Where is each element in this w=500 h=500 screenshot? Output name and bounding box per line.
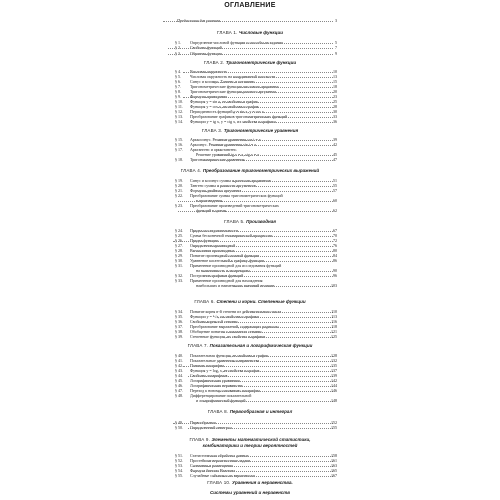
dot-leader	[178, 201, 333, 202]
section-number: § 21.	[175, 188, 183, 193]
section-number: § 22.	[175, 193, 183, 198]
page-number: 57	[333, 188, 337, 193]
entry-title: Предел последовательности	[190, 228, 238, 233]
dot-leader	[203, 160, 333, 161]
section-number: § 10.	[175, 99, 183, 104]
entry-title: Определение производной	[190, 243, 236, 248]
dot-leader	[233, 181, 333, 182]
page-number: 110	[331, 309, 337, 314]
section-number: § 48.	[175, 393, 183, 398]
chapter-title: Уравнения и неравенства.	[232, 480, 293, 485]
section-number: § 32.	[175, 273, 183, 278]
page-number: 62	[333, 208, 337, 213]
chapter-heading	[0, 168, 500, 174]
dot-leader	[233, 286, 333, 287]
section-number: § 46.	[175, 383, 183, 388]
dot-leader	[198, 381, 333, 382]
chapter-heading	[0, 219, 500, 225]
section-number: § 26.	[175, 238, 183, 243]
entry-title: Понятие логарифма	[190, 363, 224, 368]
section-number: § 55.	[175, 473, 183, 478]
entry-title: Решение уравнений tg x = a, ctg x = a	[196, 152, 259, 157]
section-number: § 34.	[175, 309, 183, 314]
toc-entry[interactable]	[0, 157, 500, 163]
dot-leader	[208, 456, 333, 457]
dot-leader	[183, 97, 333, 98]
entry-title: Применение производной для исследования функций	[190, 263, 282, 268]
entry-title: Преобразование произведений тригонометрических	[190, 203, 279, 208]
section-number: § 37.	[175, 324, 183, 329]
chapter-label: ГЛАВА 5.	[224, 219, 247, 224]
entry-title: Степенные функции, их свойства и графики	[190, 334, 266, 339]
entry-title: Уравнение касательной к графику функции	[190, 258, 264, 263]
page-number: 118	[331, 324, 337, 329]
toc-entry[interactable]	[0, 425, 500, 431]
entry-title: Логарифмические уравнения	[190, 378, 240, 383]
section-number: § 52.	[175, 458, 183, 463]
page-number: 36	[333, 119, 337, 124]
chapter-title: Числовые функции	[239, 30, 284, 35]
entry-title: Тригонометрические функции углового аргумента	[190, 89, 277, 94]
section-number: § 8.	[175, 89, 181, 94]
page-number: 161	[331, 458, 337, 463]
page-number: 142	[331, 378, 337, 383]
dot-leader	[193, 231, 333, 232]
entry-title: Формулы двойного аргумента	[190, 188, 242, 193]
entry-title: наибольших и наименьших значений величин	[196, 283, 275, 288]
entry-title: Определенный интеграл	[190, 425, 232, 430]
entry-title: Функция y = sin x, ее свойства и график	[190, 99, 258, 104]
entry-title: Свойства функций	[190, 45, 222, 50]
toc-entry[interactable]	[0, 119, 500, 125]
section-number: § 31.	[175, 263, 183, 268]
entry-title: Синус и косинус. Тангенс и котангенс	[190, 79, 255, 84]
page-number: 13	[333, 74, 337, 79]
chapter-heading	[0, 128, 500, 134]
entry-title: Преобразование графиков тригонометрических функций	[190, 114, 288, 119]
chapter-label: ГЛАВА 7.	[187, 343, 210, 348]
chapter-label: ГЛАВА 10.	[207, 480, 233, 485]
entry-title: Построение графиков функций	[190, 273, 244, 278]
dot-leader	[173, 423, 333, 424]
section-number: § 11.	[175, 104, 183, 109]
section-number: § 51.	[175, 453, 183, 458]
dot-leader	[238, 327, 333, 328]
section-number: § 25.	[175, 233, 183, 238]
section-number: § 2.	[175, 45, 181, 50]
entry-title: Функция y = logₐ x, ее свойства и график	[190, 368, 260, 373]
section-number: § 40.	[175, 353, 183, 358]
dot-leader	[213, 476, 333, 477]
dot-leader	[218, 155, 333, 156]
page-number: 116	[331, 319, 337, 324]
page-number: 39	[333, 137, 337, 142]
chapter-label: ГЛАВА 4.	[180, 168, 203, 173]
section-number: § 1.	[175, 40, 181, 45]
section-number: § 53.	[175, 463, 183, 468]
dot-leader	[193, 471, 333, 472]
dot-leader	[193, 466, 333, 467]
page-title: ОГЛАВЛЕНИЕ	[224, 2, 276, 9]
chapter-title: Элементы математической статистики,	[211, 437, 311, 442]
section-number: § 12.	[175, 109, 183, 114]
page-number: 148	[331, 398, 337, 403]
page-number: 67	[333, 228, 337, 233]
dot-leader	[218, 102, 333, 103]
entry-title: Показательная функция, ее свойства и график	[190, 353, 269, 358]
section-number: § 36.	[175, 319, 183, 324]
page-number: 135	[331, 363, 337, 368]
dot-leader	[233, 112, 333, 113]
chapter-title: Тригонометрические функции	[225, 60, 297, 65]
section-number: § 16.	[175, 142, 183, 147]
entry-title: Тригонометрические функции числового аргумента	[190, 84, 279, 89]
page-number: 60	[333, 198, 337, 203]
section-number: § 3.	[175, 51, 181, 56]
entry-title: Числовая окружность	[190, 69, 228, 74]
dot-leader	[208, 461, 333, 462]
section-number: § 38.	[175, 329, 183, 334]
entry-title: Логарифмические неравенства	[190, 383, 243, 388]
entry-title: Формула бинома Ньютона	[190, 468, 236, 473]
page-number: 167	[331, 473, 337, 478]
entry-title: Предисловие для учителя	[177, 18, 221, 23]
entry-title: Сумма бесконечной геометрической прогрессии	[190, 233, 273, 238]
toc-entry[interactable]	[0, 398, 500, 404]
dot-leader	[248, 117, 333, 118]
section-number: § 20.	[175, 183, 183, 188]
page-number: 144	[331, 383, 337, 388]
section-number: § 23.	[175, 203, 183, 208]
section-number: § 17.	[175, 147, 183, 152]
chapter-heading	[0, 480, 500, 486]
dot-leader	[178, 211, 333, 212]
dot-leader	[218, 361, 333, 362]
page-number: 96	[333, 273, 337, 278]
page-number: 5	[335, 40, 337, 45]
dot-leader	[238, 43, 333, 44]
chapter-title: Системы уравнений и неравенств	[209, 490, 291, 495]
dot-leader	[243, 312, 333, 313]
dot-leader	[168, 48, 333, 49]
page-number: 70	[333, 233, 337, 238]
section-number: § 18.	[175, 157, 183, 162]
chapter-label: ГЛАВА 2.	[203, 60, 226, 65]
page-number: 146	[331, 388, 337, 393]
page-number: 86	[333, 258, 337, 263]
page-number: 121	[331, 329, 337, 334]
page-number: 128	[331, 353, 337, 358]
dot-leader	[198, 322, 333, 323]
section-number: § 7.	[175, 84, 181, 89]
dot-leader	[243, 122, 333, 123]
page-number: 76	[333, 243, 337, 248]
section-number: § 45.	[175, 378, 183, 383]
page-number: 30	[333, 109, 337, 114]
section-number: § 9.	[175, 94, 181, 99]
page-number: 113	[331, 314, 337, 319]
page-number: 9	[335, 51, 337, 56]
dot-leader	[213, 145, 333, 146]
section-number: § 54.	[175, 468, 183, 473]
chapter-title: Показательная и логарифмическая функции	[209, 343, 313, 348]
dot-leader	[188, 376, 333, 377]
entry-title: и логарифмической функций	[196, 398, 246, 403]
dot-leader	[218, 140, 333, 141]
page-number: 42	[333, 142, 337, 147]
entry-title: Функции y = tg x, y = ctg x, их свойства и графики	[190, 119, 276, 124]
page-number: 51	[333, 178, 337, 183]
dot-leader	[223, 332, 333, 333]
page-number: 25	[333, 99, 337, 104]
entry-title: Преобразование выражений, содержащих радикалы	[190, 324, 279, 329]
chapter-heading	[0, 409, 500, 415]
page-number: 103	[331, 283, 337, 288]
entry-title: в произведения	[196, 198, 223, 203]
dot-leader	[218, 317, 333, 318]
dot-leader	[183, 366, 333, 367]
entry-title: Первообразная	[190, 420, 216, 425]
dot-leader	[233, 77, 333, 78]
section-number: § 33.	[175, 278, 183, 283]
page-number: 155	[331, 425, 337, 430]
chapter-label: ГЛАВА 3.	[201, 128, 224, 133]
entry-title: Тангенс суммы и разности аргументов	[190, 183, 256, 188]
section-number: § 41.	[175, 358, 183, 363]
preface-entry[interactable]	[0, 18, 500, 24]
dot-leader	[223, 261, 333, 262]
chapter-title: Степени и корни. Степенные функции	[216, 299, 306, 304]
dot-leader	[198, 191, 333, 192]
entry-title: Понятие корня n-й степени из действительного числа	[190, 309, 282, 314]
entry-title: Формулы приведения	[190, 94, 227, 99]
entry-title: Сочетания и размещения	[190, 463, 233, 468]
entry-title: Переход к новому основанию логарифма	[190, 388, 260, 393]
dot-leader	[168, 54, 333, 55]
page-number: 45	[333, 152, 337, 157]
entry-title: Показательные уравнения и неравенства	[190, 358, 260, 363]
page-number: 137	[331, 368, 337, 373]
entry-title: Свойства логарифмов	[190, 373, 228, 378]
dot-leader	[203, 401, 333, 402]
dot-leader	[163, 21, 333, 22]
entry-title: Случайные события и их вероятности	[190, 473, 255, 478]
chapter-heading	[0, 30, 500, 36]
page-number: 20	[333, 89, 337, 94]
section-number: § 15.	[175, 137, 183, 142]
section-number: § 28.	[175, 248, 183, 253]
entry-title: Применение производной для нахождения	[190, 278, 263, 283]
page-number: 3	[335, 18, 337, 23]
section-number: § 30.	[175, 258, 183, 263]
entry-title: Тригонометрические уравнения	[190, 157, 245, 162]
page-number: 132	[331, 358, 337, 363]
entry-title: Простейшие вероятностные задачи	[190, 458, 251, 463]
entry-title: Понятие производной сложной функции	[190, 253, 260, 258]
entry-title: Синус и косинус суммы и разности аргументов	[190, 178, 271, 183]
section-number: § 19.	[175, 178, 183, 183]
section-number: § 29.	[175, 253, 183, 258]
dot-leader	[238, 87, 333, 88]
dot-leader	[218, 391, 333, 392]
entry-title: Обобщение понятия о показателе степени	[190, 329, 262, 334]
page-number: 163	[331, 463, 337, 468]
chapter-heading	[0, 299, 500, 305]
dot-leader	[218, 256, 333, 257]
entry-title: Предел функции	[190, 238, 219, 243]
entry-title: Периодичность функций y = sin x, y = cos x	[190, 109, 264, 114]
section-number: § 43.	[175, 368, 183, 373]
dot-leader	[218, 186, 333, 187]
dot-leader	[183, 72, 333, 73]
entry-title: Арксинус. Решение уравнения sin t = a	[190, 142, 256, 147]
entry-title: Статистическая обработка данных	[190, 453, 249, 458]
dot-leader	[223, 371, 333, 372]
page-number: 90	[333, 268, 337, 273]
chapter-heading	[0, 443, 500, 449]
dot-leader	[173, 241, 333, 242]
toc-entry[interactable]	[0, 334, 500, 340]
dot-leader	[203, 386, 333, 387]
section-number: § 5.	[175, 74, 181, 79]
chapter-label: ГЛАВА 8.	[207, 409, 230, 414]
chapter-label: ГЛАВА 9.	[189, 437, 212, 442]
dot-leader	[218, 107, 333, 108]
dot-leader	[188, 428, 333, 429]
section-number: § 6.	[175, 79, 181, 84]
entry-title: Определение числовой функции и способы ее задания	[190, 40, 283, 45]
dot-leader	[238, 92, 333, 93]
page-number: 15	[333, 79, 337, 84]
entry-title: функций в суммы	[196, 208, 227, 213]
toc-entry[interactable]	[0, 208, 500, 214]
section-number: § 42.	[175, 363, 183, 368]
entry-title: Функция y = cos x, ее свойства и график	[190, 104, 259, 109]
page-number: 165	[331, 468, 337, 473]
page-number: 55	[333, 183, 337, 188]
chapter-heading	[0, 490, 500, 496]
section-number: § 39.	[175, 334, 183, 339]
page-number: 7	[335, 45, 337, 50]
entry-title: на монотонность и экстремумы	[196, 268, 250, 273]
page-number: 28	[333, 104, 337, 109]
page-number: 10	[333, 69, 337, 74]
entry-title: Дифференцирование показательной	[190, 393, 252, 398]
page-number: 18	[333, 84, 337, 89]
entry-title: Обратная функция	[190, 51, 222, 56]
section-number: § 47.	[175, 388, 183, 393]
page-number: 80	[333, 248, 337, 253]
entry-title: Функции y = ⁿ√x, их свойства и графики	[190, 314, 259, 319]
entry-title: Числовая окружность на координатной плоскости	[190, 74, 276, 79]
chapter-title: комбинаторики и теории вероятностей	[202, 443, 298, 448]
dot-leader	[228, 356, 333, 357]
chapter-label: ГЛАВА 1.	[216, 30, 240, 35]
section-number: § 49.	[175, 420, 183, 425]
entry-title: Арктангенс и арккотангенс.	[190, 147, 238, 152]
page-number: 152	[331, 420, 337, 425]
section-number: § 4.	[175, 69, 181, 74]
section-number: § 50.	[175, 425, 183, 430]
page-number: 72	[333, 238, 337, 243]
section-number: § 44.	[175, 373, 183, 378]
entry-title: Преобразование суммы тригонометрических функций	[190, 193, 283, 198]
chapter-heading	[0, 60, 500, 66]
section-number: § 24.	[175, 228, 183, 233]
page-number: 84	[333, 253, 337, 258]
page-number: 125	[331, 334, 337, 339]
page-number: 158	[331, 453, 337, 458]
entry-title: Свойства корня n-й степени	[190, 319, 238, 324]
dot-leader	[193, 251, 333, 252]
chapter-title: Тригонометрические уравнения	[223, 128, 299, 133]
toc-entry[interactable]	[0, 283, 500, 289]
page-number: 23	[333, 94, 337, 99]
section-number: § 27.	[175, 243, 183, 248]
page-number: 139	[331, 373, 337, 378]
dot-leader	[213, 82, 333, 83]
chapter-title: Первообразная и интеграл	[229, 409, 293, 414]
page-number: 47	[333, 157, 337, 162]
section-number: § 13.	[175, 114, 183, 119]
section-number: § 14.	[175, 119, 183, 124]
entry-title: Вычисление производных	[190, 248, 235, 253]
dot-leader	[203, 276, 333, 277]
entry-title: Арккосинус. Решение уравнения cos t = a	[190, 137, 261, 142]
dot-leader	[228, 236, 333, 237]
dot-leader	[193, 246, 333, 247]
toc-entry[interactable]	[0, 473, 500, 479]
chapter-title: Производная	[246, 219, 276, 224]
dot-leader	[203, 271, 333, 272]
page-number: 33	[333, 114, 337, 119]
toc-entry[interactable]	[0, 51, 500, 57]
chapter-heading	[0, 343, 500, 349]
dot-leader	[223, 337, 333, 338]
chapter-label: ГЛАВА 6.	[194, 299, 217, 304]
chapter-title: Преобразование тригонометрических выражений	[202, 168, 320, 173]
section-number: § 35.	[175, 314, 183, 319]
